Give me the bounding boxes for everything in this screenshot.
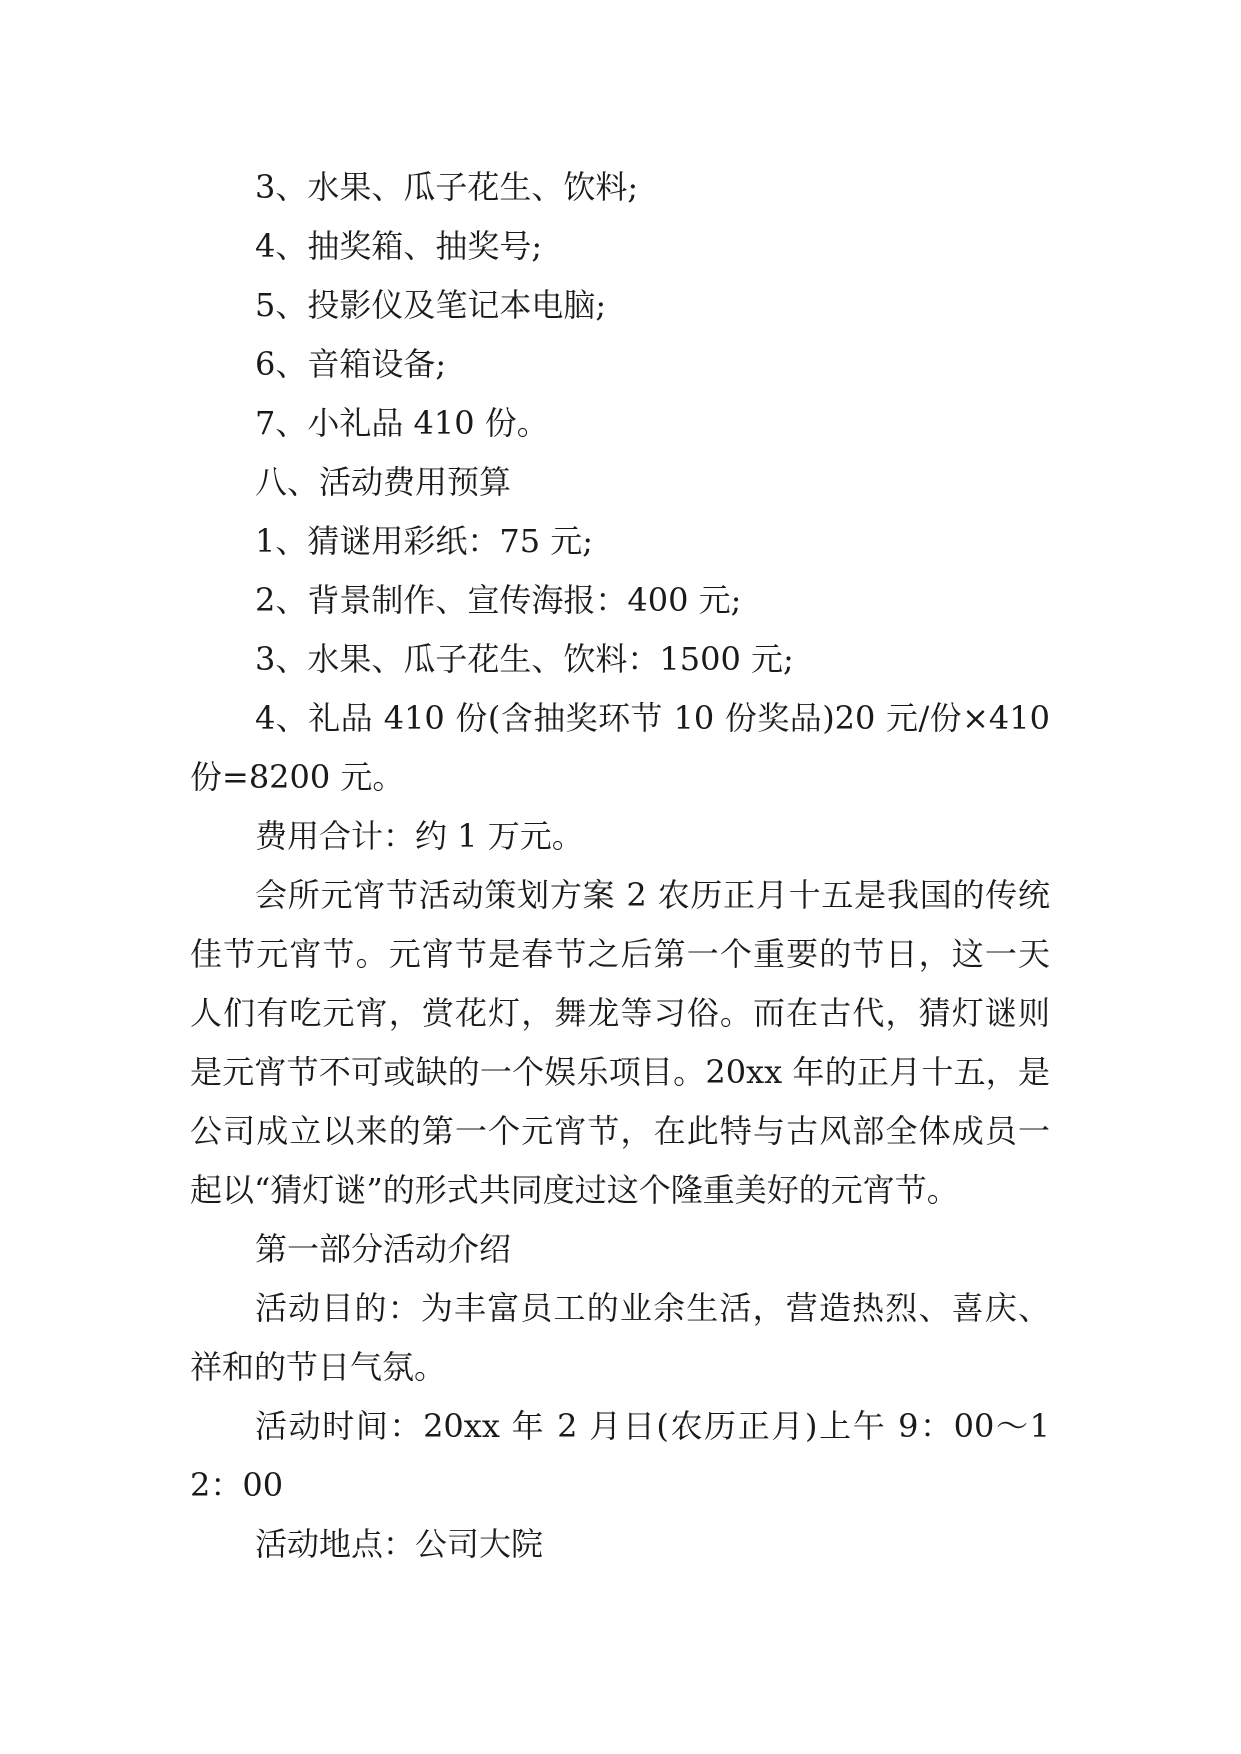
plan-intro-paragraph: 会所元宵节活动策划方案 2 农历正月十五是我国的传统佳节元宵节。元宵节是春节之后第一个重要的节日，这一天人们有吃元宵，赏花灯，舞龙等习俗。而在古代，猜灯谜则是元宵节不可或缺的一个娱乐项目。20xx 年的正月十五，是公司成立以来的第一个元宵节，在此特与古风部全体成员一起以“猜灯谜”的形式共同度过这个隆重美好的元宵节。 bbox=[190, 876, 1050, 1209]
list-item-small-gifts: 7、小礼品 410 份。 bbox=[255, 404, 549, 442]
section-heading-budget: 八、活动费用预算 bbox=[255, 463, 512, 501]
activity-time: 活动时间：20xx 年 2 月日(农历正月)上午 9：00～12：00 bbox=[190, 1407, 1050, 1504]
activity-location: 活动地点：公司大院 bbox=[255, 1525, 544, 1563]
budget-item-paper: 1、猜谜用彩纸：75 元; bbox=[255, 522, 594, 560]
list-item-fruit-snacks-drinks: 3、水果、瓜子花生、饮料; bbox=[255, 168, 639, 206]
list-item-audio-equipment: 6、音箱设备; bbox=[255, 345, 447, 383]
budget-item-fruit-snacks: 3、水果、瓜子花生、饮料：1500 元; bbox=[255, 640, 794, 678]
section-heading-part-one: 第一部分活动介绍 bbox=[255, 1230, 512, 1268]
list-item-projector-laptop: 5、投影仪及笔记本电脑; bbox=[255, 286, 607, 324]
activity-purpose: 活动目的：为丰富员工的业余生活，营造热烈、喜庆、祥和的节日气氛。 bbox=[190, 1289, 1050, 1386]
list-item-lottery-box: 4、抽奖箱、抽奖号; bbox=[255, 227, 543, 265]
document-body bbox=[190, 158, 1050, 1574]
budget-item-gifts: 4、礼品 410 份(含抽奖环节 10 份奖品)20 元/份×410 份=8200 元。 bbox=[190, 699, 1050, 796]
budget-item-background-posters: 2、背景制作、宣传海报：400 元; bbox=[255, 581, 742, 619]
budget-total: 费用合计：约 1 万元。 bbox=[255, 817, 584, 855]
